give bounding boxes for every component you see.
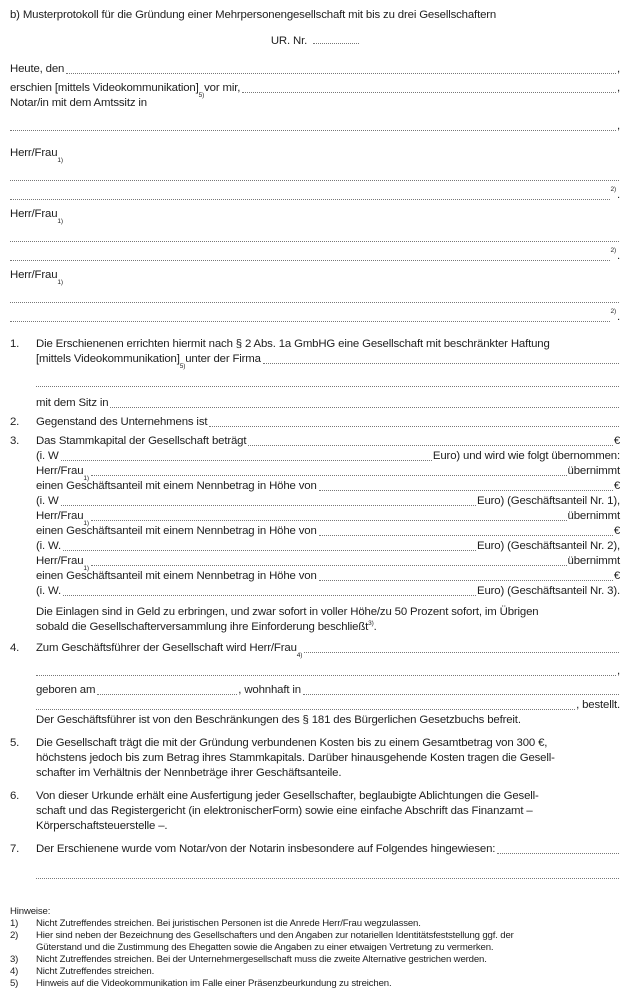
geschaeftsfuehrer-label: Zum Geschäftsführer der Gesellschaft wird Herr/Frau (36, 642, 297, 654)
section-1-text: Die Erschienenen errichten hiermit nach § 2 Abs. 1a GmbHG eine Gesellschaft mit beschränkter Haftung (36, 338, 550, 350)
herr-frau-label: Herr/Frau (36, 510, 84, 522)
shareholder-2-label-line: Herr/Frau 1) (10, 208, 63, 225)
section-3 (10, 434, 620, 635)
erschien-line: erschien [mittels Videokommunikation] 5) vor mir, , (10, 82, 620, 99)
share-2-amount-field[interactable] (319, 534, 613, 536)
footnote-number: 5) (10, 978, 19, 989)
section-6-line-1: Von dieser Urkunde erhält eine Ausfertigung jeder Gesellschafter, beglaubigte Ablichtungen die Gesell- (36, 790, 539, 802)
hinweise-notar-field-2[interactable] (36, 877, 619, 879)
euro-sign: € (613, 480, 620, 492)
befreit-text: Der Geschäftsführer ist von den Beschränkungen des § 181 des Bürgerlichen Gesetzbuchs befreit. (36, 714, 521, 726)
notary-name-field[interactable] (242, 91, 616, 93)
befreit-line (36, 713, 620, 728)
section-number: 4. (10, 642, 20, 654)
geburtsdatum-field[interactable] (97, 693, 237, 695)
herr-frau-label: Herr/Frau (10, 208, 58, 220)
share-3-amount-line (36, 569, 620, 584)
period: . (616, 311, 620, 323)
section-5 (10, 736, 620, 781)
share-1-holder-line: Herr/Frau 1) übernimmt (36, 465, 620, 482)
einlagen-line-2 (36, 620, 620, 635)
section-6-line-2: schaft und das Registergericht (in elektronischerForm) sowie eine einfache Abschrift das Finanzamt – (36, 805, 533, 817)
notar-amtssitz-label: Notar/in mit dem Amtssitz in (10, 97, 147, 109)
stammkapital-line (36, 434, 620, 449)
geboren-line (36, 683, 620, 698)
firma-field-2[interactable] (36, 385, 619, 387)
footnote-text: Nicht Zutreffendes streichen. Bei juristischen Personen ist die Anrede Herr/Frau wegzulassen. (36, 918, 421, 929)
wohnort-field-2[interactable] (36, 708, 575, 710)
gegenstand-label: Gegenstand des Unternehmens ist (36, 416, 208, 428)
section-number: 2. (10, 416, 20, 428)
wohnort-field[interactable] (303, 693, 619, 695)
share-1-holder-field[interactable] (91, 474, 567, 476)
ur-nr-label: UR. Nr. (270, 35, 308, 47)
share-2-words-line (36, 539, 620, 554)
footnote-4 (10, 966, 620, 978)
hinweise-notar-line-2 (36, 867, 620, 882)
comma: , (616, 665, 620, 677)
euro-sign: € (613, 435, 620, 447)
sitz-line (36, 396, 620, 411)
hinweise-notar-line (36, 842, 620, 857)
notar-line (10, 96, 620, 111)
section-7 (10, 842, 620, 882)
date-line (10, 62, 620, 77)
footnote-number: 1) (10, 918, 19, 929)
comma: , (616, 120, 620, 132)
in-words-label: (i. W. (36, 540, 62, 552)
section-number: 5. (10, 737, 20, 749)
section-1-line-2: [mittels Videokommunikation] 5) unter der Firma (36, 352, 620, 367)
ur-nr-field[interactable] (313, 42, 359, 44)
share-2-holder-line: Herr/Frau 1) übernimmt (36, 510, 620, 527)
share-3-words-field[interactable] (63, 594, 476, 596)
stammkapital-label: Das Stammkapital der Gesellschaft beträgt (36, 435, 247, 447)
euro-sign: € (613, 525, 620, 537)
herr-frau-label: Herr/Frau (10, 147, 58, 159)
shareholder-2-field-2[interactable] (10, 259, 610, 261)
gegenstand-field[interactable] (209, 425, 619, 427)
geschaeftsfuehrer-field[interactable] (304, 651, 619, 653)
footnote-text: Hier sind neben der Bezeichnung des Gesellschafters und den Angaben zur notariellen Identitätsfeststellung ggf. der (36, 930, 514, 941)
in-words-label: (i. W (36, 450, 59, 462)
shareholder-2-field-1[interactable] (10, 240, 619, 242)
sitz-label: mit dem Sitz in (36, 397, 109, 409)
shareholder-1-line-2 (10, 188, 620, 203)
stammkapital-words-field[interactable] (61, 459, 432, 461)
shareholder-3-field-2[interactable] (10, 320, 610, 322)
shareholder-3-label-line: Herr/Frau 1) (10, 269, 63, 286)
share-2-label: Euro) (Geschäftsanteil Nr. 2), (477, 540, 620, 552)
share-2-words-field[interactable] (63, 549, 476, 551)
wohnhaft-label: , wohnhaft in (238, 684, 301, 696)
section-6 (10, 789, 620, 834)
section-5-line-3: schafter im Verhältnis der Nennbeträge ihrer Geschäftsanteile. (36, 767, 342, 779)
firma-field[interactable] (263, 362, 619, 364)
euro-sign: € (613, 570, 620, 582)
shareholder-3-field-1[interactable] (10, 301, 619, 303)
period: . (373, 621, 377, 633)
shareholder-3-line-1 (10, 291, 620, 306)
shareholder-1-field-1[interactable] (10, 179, 619, 181)
share-3-label: Euro) (Geschäftsanteil Nr. 3). (477, 585, 620, 597)
einlagen-paragraph (36, 605, 620, 635)
einlagen-line-1: Die Einlagen sind in Geld zu erbringen, und zwar sofort in voller Höhe/zu 50 Prozent sofort, im Übrigen (36, 606, 539, 618)
footnote-text: Hinweis auf die Videokommunikation im Falle einer Präsenzbeurkundung zu streichen. (36, 978, 392, 989)
amtssitz-field[interactable] (10, 129, 616, 131)
stammkapital-words-line (36, 449, 620, 464)
shareholder-3-line-2 (10, 310, 620, 325)
share-3-holder-field[interactable] (91, 564, 567, 566)
firma-line-2 (36, 375, 620, 390)
share-3-words-line (36, 584, 620, 599)
sitz-field[interactable] (110, 406, 619, 408)
period: . (616, 250, 620, 262)
footnote-ref-2: 2) (610, 247, 616, 254)
footnote-3 (10, 954, 620, 966)
footnote-5 (10, 978, 620, 990)
amtssitz-line (10, 119, 620, 134)
ur-nr-line (10, 34, 620, 49)
footnote-ref-2: 2) (610, 186, 616, 193)
share-3-holder-line: Herr/Frau 1) übernimmt (36, 555, 620, 572)
section-number: 1. (10, 338, 20, 350)
shareholder-2-line-1 (10, 230, 620, 245)
uebernimmt-label: übernimmt (567, 465, 620, 477)
document-title: b) Musterprotokoll für die Gründung einer Mehrpersonengesellschaft mit bis zu drei Gesellschaftern (10, 9, 497, 21)
stammkapital-field[interactable] (248, 444, 612, 446)
shareholder-2-line-2 (10, 249, 620, 264)
share-2-amount-line (36, 524, 620, 539)
share-1-label: Euro) (Geschäftsanteil Nr. 1), (477, 495, 620, 507)
gegenstand-line (36, 415, 620, 430)
geboren-label: geboren am (36, 684, 96, 696)
in-words-label: (i. W (36, 495, 59, 507)
bestellt-label: , bestellt. (576, 699, 620, 711)
comma: , (616, 63, 620, 75)
section-4 (10, 641, 620, 728)
section-5-line-2: höchstens jedoch bis zum Betrag ihres Stammkapitals. Darüber hinausgehende Kosten tragen die Gesell- (36, 752, 555, 764)
share-1-amount-field[interactable] (319, 489, 613, 491)
footnote-number: 3) (10, 954, 19, 965)
heute-den-label: Heute, den (10, 63, 65, 75)
period: . (616, 189, 620, 201)
geschaeftsfuehrer-field-2[interactable] (36, 674, 616, 676)
section-1 (10, 337, 620, 411)
anteil-label: einen Geschäftsanteil mit einem Nennbetrag in Höhe von (36, 480, 317, 492)
section-number: 3. (10, 435, 20, 447)
geschaeftsfuehrer-line-2 (36, 664, 620, 679)
vor-mir-label: vor mir, (204, 82, 241, 94)
herr-frau-label: Herr/Frau (36, 555, 84, 567)
share-2-holder-field[interactable] (91, 519, 567, 521)
section-5-line-1: Die Gesellschaft trägt die mit der Gründung verbundenen Kosten bis zu einem Gesamtbetrag von 300 €, (36, 737, 548, 749)
herr-frau-label: Herr/Frau (36, 465, 84, 477)
hinweise-notar-field[interactable] (497, 852, 619, 854)
firma-label: unter der Firma (185, 353, 261, 365)
share-1-amount-line (36, 479, 620, 494)
section-number: 6. (10, 790, 20, 802)
section-7-text: Der Erschienene wurde vom Notar/von der Notarin insbesondere auf Folgendes hingewiesen: (36, 843, 496, 855)
comma: , (616, 82, 620, 94)
footnote-text: Nicht Zutreffendes streichen. Bei der Unternehmergesellschaft muss die zweite Alternative gestrichen werden. (36, 954, 487, 965)
section-2 (10, 415, 620, 430)
section-number: 7. (10, 843, 20, 855)
shareholder-1-label-line: Herr/Frau 1) (10, 147, 63, 164)
footnote-text-cont: Güterstand und die Zustimmung des Ehegatten sowie die Angaben zu einer etwaigen Vertretung zu vermerken. (36, 942, 494, 953)
herr-frau-label: Herr/Frau (10, 269, 58, 281)
footnotes-title: Hinweise: (10, 906, 51, 917)
in-words-label: (i. W. (36, 585, 62, 597)
bestellt-line (36, 698, 620, 713)
footnote-2 (10, 930, 620, 954)
footnote-number: 4) (10, 966, 19, 977)
footnote-number: 2) (10, 930, 19, 941)
share-1-words-field[interactable] (61, 504, 476, 506)
einlagen-text: sobald die Gesellschafterversammlung ihre Einforderung beschließt (36, 621, 369, 633)
section-1-line-1 (36, 337, 620, 352)
shareholder-1-field-2[interactable] (10, 198, 610, 200)
euro-uebernommen-label: Euro) und wird wie folgt übernommen: (432, 450, 620, 462)
footnote-1 (10, 918, 620, 930)
videokommunikation-label: [mittels Videokommunikation] (36, 353, 180, 365)
uebernimmt-label: übernimmt (567, 555, 620, 567)
date-field[interactable] (66, 72, 616, 74)
erschien-label: erschien [mittels Videokommunikation] (10, 82, 199, 94)
shareholder-1-line-1 (10, 169, 620, 184)
geschaeftsfuehrer-line: Zum Geschäftsführer der Gesellschaft wird Herr/Frau 4) (36, 641, 620, 656)
share-3-amount-field[interactable] (319, 579, 613, 581)
anteil-label: einen Geschäftsanteil mit einem Nennbetrag in Höhe von (36, 570, 317, 582)
uebernimmt-label: übernimmt (567, 510, 620, 522)
footnote-ref-2: 2) (610, 308, 616, 315)
footnote-ref-3: 3) (368, 620, 374, 628)
section-6-line-3: Körperschaftsteuerstelle –. (36, 820, 168, 832)
share-1-words-line (36, 494, 620, 509)
footnote-text: Nicht Zutreffendes streichen. (36, 966, 155, 977)
anteil-label: einen Geschäftsanteil mit einem Nennbetrag in Höhe von (36, 525, 317, 537)
